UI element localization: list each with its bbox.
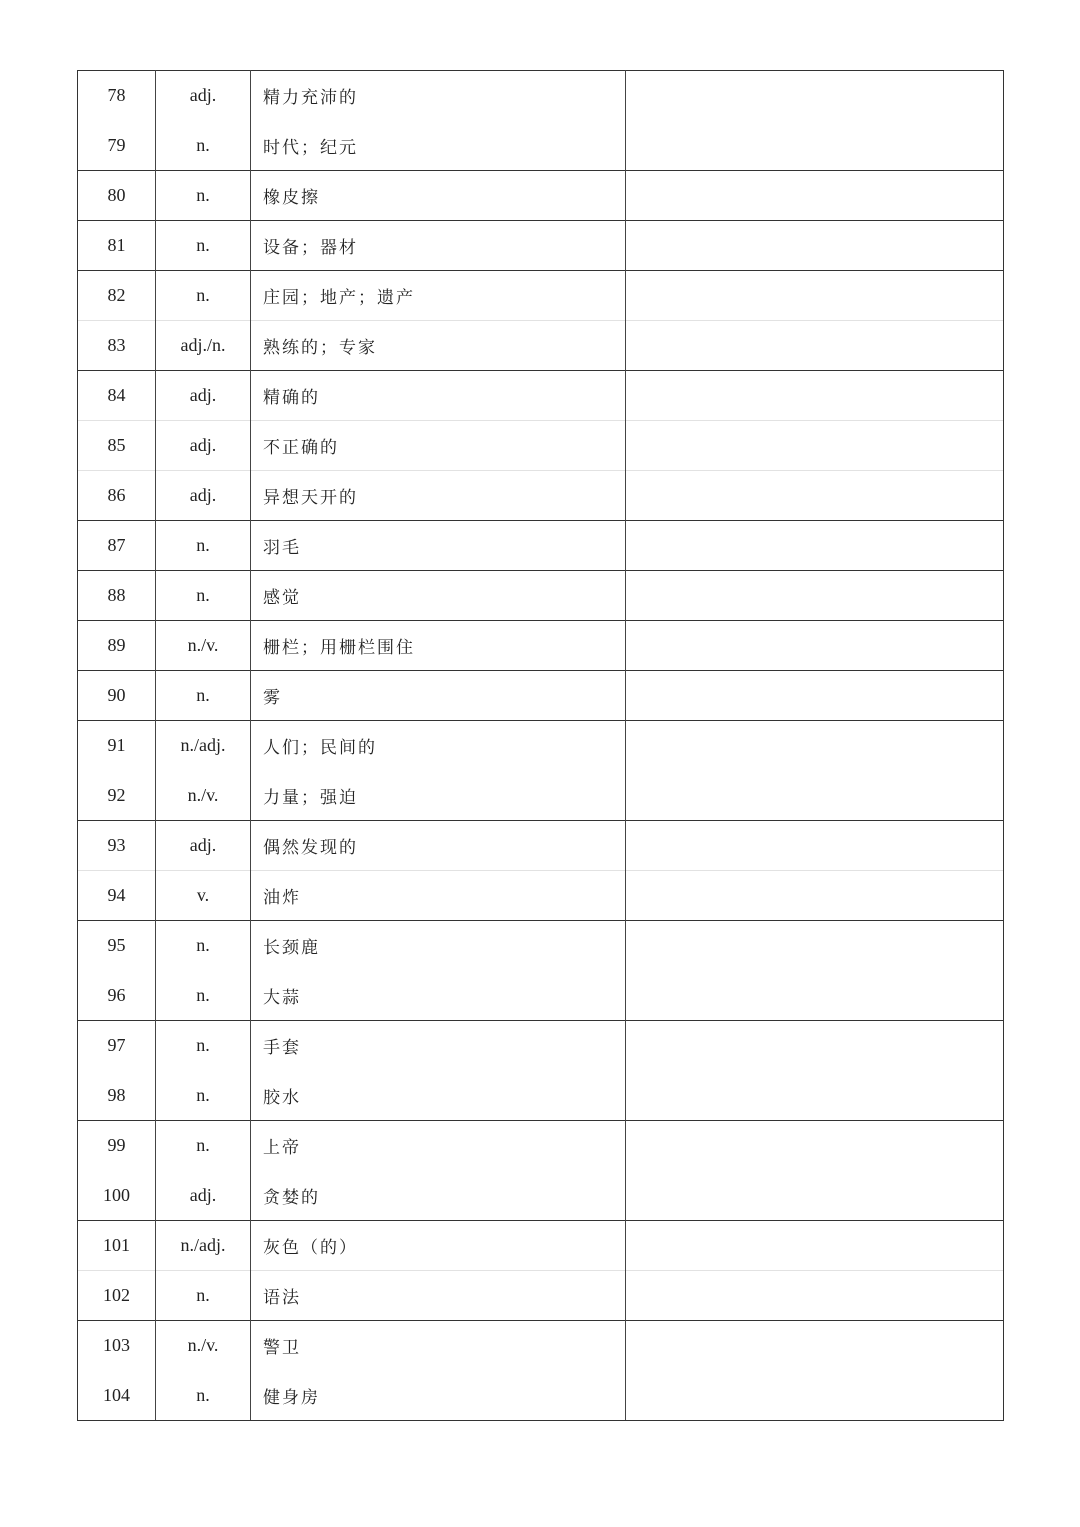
word-number: 94 [78, 871, 156, 921]
table-row [78, 521, 1004, 571]
word-number: 97 [78, 1021, 156, 1071]
answer-cell[interactable] [626, 321, 1004, 371]
part-of-speech: n. [156, 121, 251, 171]
table-row [78, 471, 1004, 521]
part-of-speech: n. [156, 1271, 251, 1321]
answer-cell[interactable] [626, 1171, 1004, 1221]
answer-cell[interactable] [626, 571, 1004, 621]
answer-cell[interactable] [626, 471, 1004, 521]
table-row [78, 1071, 1004, 1121]
chinese-definition: 精确的 [251, 371, 626, 421]
answer-cell[interactable] [626, 221, 1004, 271]
word-number: 83 [78, 321, 156, 371]
answer-cell[interactable] [626, 1021, 1004, 1071]
table-row [78, 271, 1004, 321]
table-row [78, 1371, 1004, 1421]
table-row [78, 571, 1004, 621]
table-row [78, 1121, 1004, 1171]
part-of-speech: n. [156, 921, 251, 971]
table-row [78, 721, 1004, 771]
answer-cell[interactable] [626, 721, 1004, 771]
part-of-speech: n. [156, 971, 251, 1021]
word-number: 82 [78, 271, 156, 321]
word-number: 85 [78, 421, 156, 471]
chinese-definition: 设备；器材 [251, 221, 626, 271]
chinese-definition: 不正确的 [251, 421, 626, 471]
chinese-definition: 油炸 [251, 871, 626, 921]
chinese-definition: 雾 [251, 671, 626, 721]
answer-cell[interactable] [626, 71, 1004, 121]
table-row [78, 821, 1004, 871]
part-of-speech: n. [156, 271, 251, 321]
word-number: 95 [78, 921, 156, 971]
answer-cell[interactable] [626, 1071, 1004, 1121]
word-number: 92 [78, 771, 156, 821]
vocabulary-table [77, 70, 1004, 1421]
answer-cell[interactable] [626, 171, 1004, 221]
part-of-speech: adj./n. [156, 321, 251, 371]
answer-cell[interactable] [626, 921, 1004, 971]
word-number: 104 [78, 1371, 156, 1421]
answer-cell[interactable] [626, 621, 1004, 671]
chinese-definition: 大蒜 [251, 971, 626, 1021]
chinese-definition: 羽毛 [251, 521, 626, 571]
answer-cell[interactable] [626, 1121, 1004, 1171]
answer-cell[interactable] [626, 1271, 1004, 1321]
answer-cell[interactable] [626, 421, 1004, 471]
vocabulary-table-body [78, 71, 1004, 1421]
part-of-speech: n. [156, 571, 251, 621]
answer-cell[interactable] [626, 371, 1004, 421]
table-row [78, 371, 1004, 421]
chinese-definition: 感觉 [251, 571, 626, 621]
table-row [78, 121, 1004, 171]
chinese-definition: 灰色（的） [251, 1221, 626, 1271]
word-number: 86 [78, 471, 156, 521]
part-of-speech: n. [156, 1371, 251, 1421]
part-of-speech: adj. [156, 371, 251, 421]
part-of-speech: adj. [156, 471, 251, 521]
word-number: 103 [78, 1321, 156, 1371]
word-number: 79 [78, 121, 156, 171]
part-of-speech: n. [156, 221, 251, 271]
part-of-speech: n. [156, 1121, 251, 1171]
table-row [78, 221, 1004, 271]
chinese-definition: 庄园；地产；遗产 [251, 271, 626, 321]
word-number: 96 [78, 971, 156, 1021]
part-of-speech: adj. [156, 71, 251, 121]
answer-cell[interactable] [626, 971, 1004, 1021]
word-number: 81 [78, 221, 156, 271]
chinese-definition: 异想天开的 [251, 471, 626, 521]
table-row [78, 971, 1004, 1021]
word-number: 102 [78, 1271, 156, 1321]
part-of-speech: n. [156, 671, 251, 721]
chinese-definition: 栅栏；用栅栏围住 [251, 621, 626, 671]
chinese-definition: 偶然发现的 [251, 821, 626, 871]
table-row [78, 71, 1004, 121]
part-of-speech: n. [156, 1071, 251, 1121]
part-of-speech: n. [156, 171, 251, 221]
word-number: 90 [78, 671, 156, 721]
part-of-speech: n./v. [156, 1321, 251, 1371]
chinese-definition: 语法 [251, 1271, 626, 1321]
word-number: 87 [78, 521, 156, 571]
part-of-speech: adj. [156, 1171, 251, 1221]
answer-cell[interactable] [626, 1371, 1004, 1421]
chinese-definition: 警卫 [251, 1321, 626, 1371]
part-of-speech: n./v. [156, 621, 251, 671]
word-number: 89 [78, 621, 156, 671]
table-row [78, 1021, 1004, 1071]
chinese-definition: 贪婪的 [251, 1171, 626, 1221]
answer-cell[interactable] [626, 871, 1004, 921]
chinese-definition: 时代；纪元 [251, 121, 626, 171]
word-number: 88 [78, 571, 156, 621]
word-number: 101 [78, 1221, 156, 1271]
chinese-definition: 健身房 [251, 1371, 626, 1421]
chinese-definition: 人们；民间的 [251, 721, 626, 771]
chinese-definition: 熟练的；专家 [251, 321, 626, 371]
table-row [78, 1271, 1004, 1321]
answer-cell[interactable] [626, 1321, 1004, 1371]
chinese-definition: 上帝 [251, 1121, 626, 1171]
table-row [78, 421, 1004, 471]
word-number: 78 [78, 71, 156, 121]
answer-cell[interactable] [626, 1221, 1004, 1271]
part-of-speech: n./v. [156, 771, 251, 821]
answer-cell[interactable] [626, 821, 1004, 871]
chinese-definition: 力量；强迫 [251, 771, 626, 821]
answer-cell[interactable] [626, 771, 1004, 821]
word-number: 99 [78, 1121, 156, 1171]
answer-cell[interactable] [626, 521, 1004, 571]
chinese-definition: 橡皮擦 [251, 171, 626, 221]
chinese-definition: 手套 [251, 1021, 626, 1071]
table-row [78, 171, 1004, 221]
answer-cell[interactable] [626, 271, 1004, 321]
chinese-definition: 胶水 [251, 1071, 626, 1121]
table-row [78, 1171, 1004, 1221]
table-row [78, 771, 1004, 821]
table-row [78, 1221, 1004, 1271]
table-row [78, 921, 1004, 971]
part-of-speech: adj. [156, 421, 251, 471]
part-of-speech: n. [156, 1021, 251, 1071]
answer-cell[interactable] [626, 121, 1004, 171]
part-of-speech: n./adj. [156, 721, 251, 771]
word-number: 100 [78, 1171, 156, 1221]
part-of-speech: adj. [156, 821, 251, 871]
part-of-speech: n./adj. [156, 1221, 251, 1271]
table-row [78, 671, 1004, 721]
word-number: 84 [78, 371, 156, 421]
word-number: 80 [78, 171, 156, 221]
word-number: 98 [78, 1071, 156, 1121]
chinese-definition: 精力充沛的 [251, 71, 626, 121]
part-of-speech: v. [156, 871, 251, 921]
part-of-speech: n. [156, 521, 251, 571]
table-row [78, 621, 1004, 671]
word-number: 93 [78, 821, 156, 871]
table-row [78, 321, 1004, 371]
chinese-definition: 长颈鹿 [251, 921, 626, 971]
word-number: 91 [78, 721, 156, 771]
table-row [78, 1321, 1004, 1371]
table-row [78, 871, 1004, 921]
answer-cell[interactable] [626, 671, 1004, 721]
